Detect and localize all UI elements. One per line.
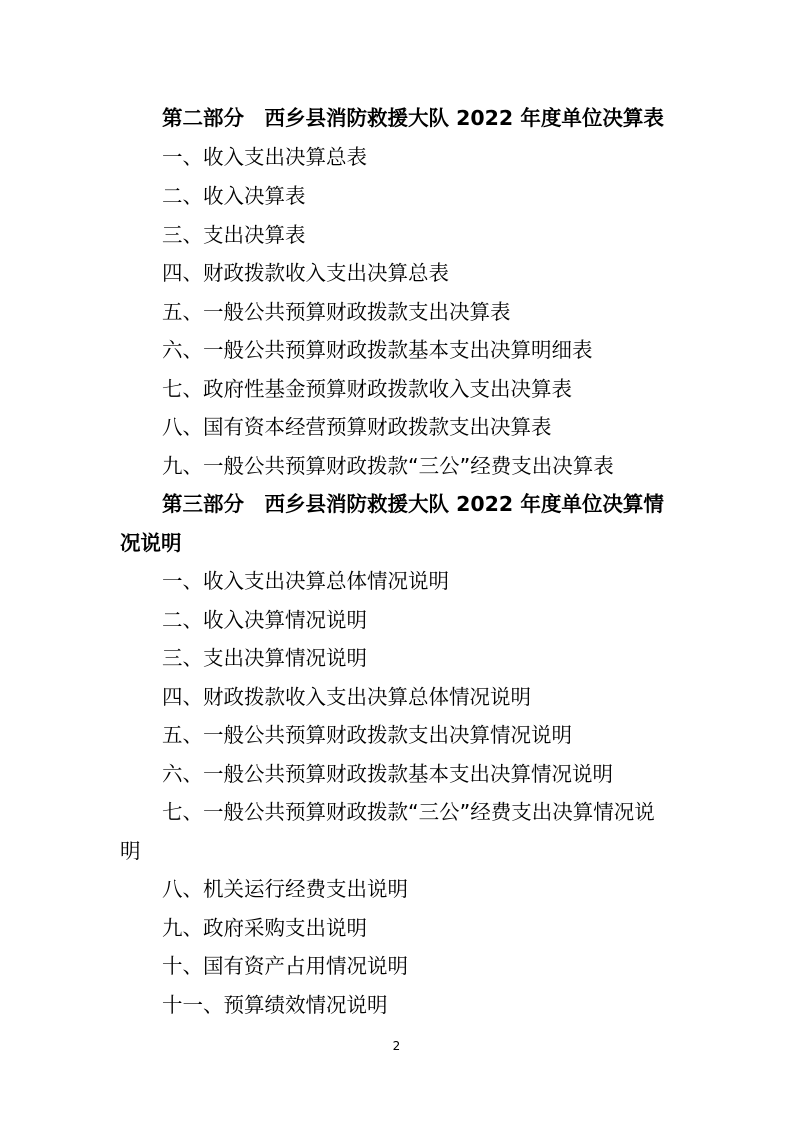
toc-item: 七、一般公共预算财政拨款“三公”经费支出决算情况说 xyxy=(162,800,655,824)
toc-item: 八、机关运行经费支出说明 xyxy=(162,877,408,901)
toc-item: 四、财政拨款收入支出决算总表 xyxy=(162,261,449,285)
toc-item: 二、收入决算表 xyxy=(162,184,306,208)
toc-item: 四、财政拨款收入支出决算总体情况说明 xyxy=(162,685,531,709)
toc-item-continued: 明 xyxy=(120,839,141,863)
toc-item: 九、政府采购支出说明 xyxy=(162,916,367,940)
page-number: 2 xyxy=(392,1039,401,1053)
toc-item: 一、收入支出决算总表 xyxy=(162,145,367,169)
toc-item: 二、收入决算情况说明 xyxy=(162,608,367,632)
toc-item: 一、收入支出决算总体情况说明 xyxy=(162,569,449,593)
toc-item: 六、一般公共预算财政拨款基本支出决算情况说明 xyxy=(162,762,613,786)
part3-heading-continued: 况说明 xyxy=(120,531,182,555)
toc-item: 八、国有资本经营预算财政拨款支出决算表 xyxy=(162,415,552,439)
toc-item: 十一、预算绩效情况说明 xyxy=(162,993,388,1017)
part3-heading: 第三部分 西乡县消防救援大队 2022 年度单位决算情 xyxy=(162,492,664,516)
toc-item: 七、政府性基金预算财政拨款收入支出决算表 xyxy=(162,377,572,401)
toc-item: 三、支出决算情况说明 xyxy=(162,646,367,670)
toc-item: 五、一般公共预算财政拨款支出决算情况说明 xyxy=(162,723,572,747)
toc-item: 三、支出决算表 xyxy=(162,223,306,247)
toc-item: 十、国有资产占用情况说明 xyxy=(162,954,408,978)
toc-item: 六、一般公共预算财政拨款基本支出决算明细表 xyxy=(162,338,593,362)
toc-item: 九、一般公共预算财政拨款“三公”经费支出决算表 xyxy=(162,454,614,478)
toc-item: 五、一般公共预算财政拨款支出决算表 xyxy=(162,300,511,324)
part2-heading: 第二部分 西乡县消防救援大队 2022 年度单位决算表 xyxy=(162,106,664,130)
